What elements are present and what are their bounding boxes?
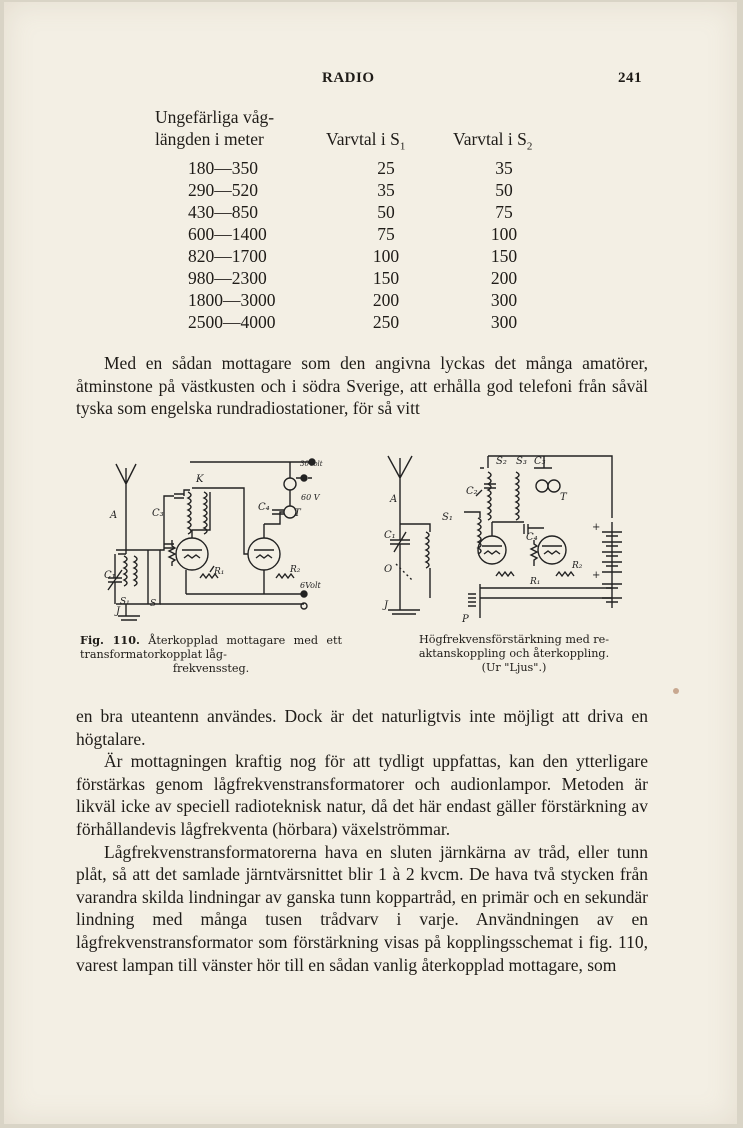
figure-caption-110: Fig. 110. Återkopplad mottagare med ett transformatorkopplat låg- frekvenssteg. [80, 633, 342, 675]
label-s3: S₃ [516, 456, 527, 467]
label-k: K [196, 474, 204, 485]
stain-dot [673, 688, 679, 694]
label-c4: C₄ [526, 532, 538, 543]
label-r2: R₂ [572, 561, 583, 571]
label-a: A [390, 494, 398, 505]
label-j: J [384, 600, 389, 611]
label-s1: S₁ [120, 597, 130, 607]
label-r1: R₁ [214, 567, 225, 577]
label-s: S [150, 599, 157, 609]
label-plus-bottom: + [592, 570, 601, 581]
label-r2: R₂ [290, 565, 301, 575]
label-s1: S₁ [442, 512, 453, 523]
label-t: T [294, 508, 301, 519]
table-row: 1800—3000 200 300 [188, 290, 518, 310]
figure-caption-hf: Högfrekvensförstärkning med re- aktanskoppling och återkoppling. (Ur "Ljus".) [418, 633, 610, 674]
circuit-diagram-fig110 [104, 454, 334, 632]
table-row: 180—350 25 35 [188, 158, 513, 178]
running-head-title: RADIO [322, 70, 375, 86]
label-plus-top: + [592, 522, 601, 533]
label-j: J [116, 606, 121, 617]
label-60v: 60 V [301, 493, 320, 502]
label-a: A [110, 510, 118, 521]
body-text: en bra uteantenn användes. Dock är det naturligtvis inte möjligt att driva en högtalare. Är mottagningen kraftig nog för att tydligt uppfattas, kan den ytterligare förstärkas genom lågfrekvenstransformatorer och audionlampor. Metoden är likväl icke av speciell radioteknisk natur, då det här endast gäller förstärkning av förhållandevis lågfrekventa (hörbara) växelströmmar. Lågfrekvenstransformatorerna hava en sluten järnkärna av tråd, eller tunn plåt, så att det samlade järntvärsnittet blir 1 à 2 kvcm. De hava två stycken från varandra skilda lindningar av ganska tunn koppartråd, en primär och en sekundär lindning med många tusen trådvarv i varje. Användningen av en lågfrekvenstransformator som förstärkning visas på kopplingsschemat i fig. 110, varest lampan till vänster hör till en sådan vanlig återkopplad mottagare, som [76, 706, 648, 975]
label-30volt: 30Volt [300, 460, 323, 468]
book-page [4, 2, 737, 1124]
label-c2: C₂ [466, 486, 478, 497]
label-c3: C₃ [152, 508, 164, 519]
table-row: 600—1400 75 100 [188, 224, 518, 244]
table-row: 2500—4000 250 300 [188, 312, 518, 332]
table-header-s2: Varvtal i $S_2$ [453, 129, 533, 153]
table-header-s1: Varvtal i $S_1$ [326, 129, 406, 153]
label-t: T [560, 492, 567, 503]
table-row: 820—1700 100 150 [188, 246, 518, 266]
label-o: O [384, 564, 393, 575]
label-6volt: 6Volt [300, 581, 321, 590]
label-c1: C₁ [104, 570, 116, 581]
label-r1: R₁ [530, 577, 541, 587]
circuit-diagram-hf-amplification [376, 448, 626, 630]
label-s2: S₂ [496, 456, 507, 467]
label-p: P [462, 614, 469, 625]
label-c1: C₁ [384, 530, 396, 541]
table-header-wavelength: Ungefärliga våg- längden i meter [155, 107, 275, 149]
table-row: 290—520 35 50 [188, 180, 513, 200]
table-row: 980—2300 150 200 [188, 268, 518, 288]
table-row: 430—850 50 75 [188, 202, 513, 222]
page-number: 241 [618, 70, 642, 86]
paragraph-intro: Med en sådan mottagare som den angivna lyckas det många amatörer, åtminstone på västkusten och i södra Sverige, att erhålla god telefoni från såväl tyska som engelska rundradiostationer, för så vitt [76, 353, 648, 419]
label-c4: C₄ [258, 502, 270, 513]
label-c3: C₃ [534, 456, 546, 467]
